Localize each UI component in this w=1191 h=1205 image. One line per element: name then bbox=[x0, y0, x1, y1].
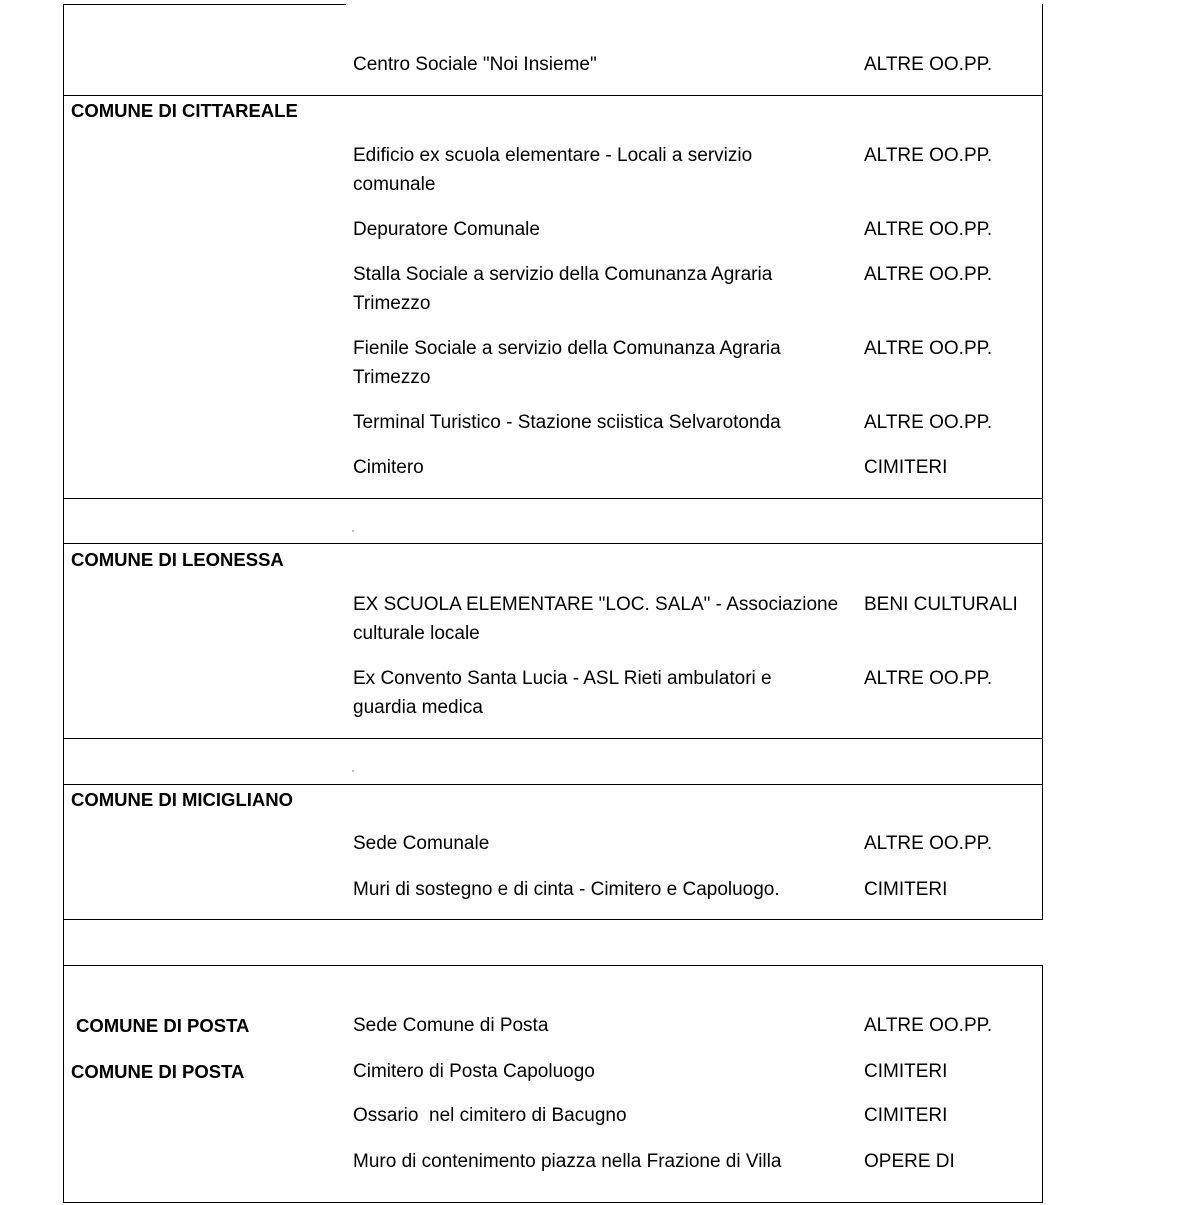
section-header-micigliano: COMUNE DI MICIGLIANO bbox=[71, 789, 293, 810]
row-category: BENI CULTURALI bbox=[864, 594, 1018, 615]
row-description: Sede Comunale bbox=[353, 833, 490, 854]
section-header-leonessa: COMUNE DI LEONESSA bbox=[71, 549, 284, 570]
section-header-posta: COMUNE DI POSTA bbox=[76, 1015, 250, 1036]
row-category: ALTRE OO.PP. bbox=[864, 264, 993, 285]
row-category: ALTRE OO.PP. bbox=[864, 833, 993, 854]
row-description: Edificio ex scuola elementare - Locali a servizio bbox=[353, 145, 753, 166]
rule-6 bbox=[64, 919, 1043, 920]
row-description: Fienile Sociale a servizio della Comunanza Agraria bbox=[353, 338, 781, 359]
row-description: Muro di contenimento piazza nella Frazione di Villa bbox=[353, 1151, 782, 1172]
rule-4 bbox=[64, 738, 1043, 739]
row-description-cont: Trimezzo bbox=[353, 367, 431, 388]
row-description: Cimitero di Posta Capoluogo bbox=[353, 1061, 595, 1082]
row-description: Stalla Sociale a servizio della Comunanza Agraria bbox=[353, 264, 773, 285]
row-category: CIMITERI bbox=[864, 879, 948, 900]
row-category: CIMITERI bbox=[864, 457, 948, 478]
section-header-posta: COMUNE DI POSTA bbox=[71, 1061, 245, 1082]
row-description: Depuratore Comunale bbox=[353, 219, 540, 240]
rule-3 bbox=[64, 543, 1043, 544]
row-category: ALTRE OO.PP. bbox=[864, 1015, 993, 1036]
row-description: EX SCUOLA ELEMENTARE "LOC. SALA" - Associazione bbox=[353, 594, 839, 615]
row-description-cont: culturale locale bbox=[353, 623, 480, 644]
row-category: ALTRE OO.PP. bbox=[864, 219, 993, 240]
row-description: Terminal Turistico - Stazione sciistica Selvarotonda bbox=[353, 412, 781, 433]
row-description: Sede Comune di Posta bbox=[353, 1015, 549, 1036]
border-right-upper bbox=[1042, 4, 1043, 920]
row-category: CIMITERI bbox=[864, 1105, 948, 1126]
row-description-cont: Trimezzo bbox=[353, 293, 431, 314]
border-left bbox=[63, 4, 64, 1203]
border-right-lower bbox=[1042, 966, 1043, 1203]
row-category: OPERE DI bbox=[864, 1151, 955, 1172]
row-category: CIMITERI bbox=[864, 1061, 948, 1082]
section-header-cittareale: COMUNE DI CITTAREALE bbox=[71, 100, 298, 121]
row-category: ALTRE OO.PP. bbox=[864, 145, 993, 166]
row-description: Cimitero bbox=[353, 457, 424, 478]
row-description: Muri di sostegno e di cinta - Cimitero e Capoluogo. bbox=[353, 879, 780, 900]
blank-row-mark bbox=[352, 770, 354, 772]
row-category: ALTRE OO.PP. bbox=[864, 54, 993, 75]
row-description-cont: guardia medica bbox=[353, 697, 483, 718]
blank-row-mark bbox=[352, 530, 354, 532]
rule-bottom bbox=[64, 1202, 1043, 1203]
rule-top-left bbox=[64, 4, 346, 5]
row-category: ALTRE OO.PP. bbox=[864, 668, 993, 689]
rule-2 bbox=[64, 498, 1043, 499]
row-description: Centro Sociale "Noi Insieme" bbox=[353, 54, 597, 75]
row-category: ALTRE OO.PP. bbox=[864, 412, 993, 433]
rule-7 bbox=[64, 965, 1043, 966]
row-description: Ossario nel cimitero di Bacugno bbox=[353, 1105, 627, 1126]
row-category: ALTRE OO.PP. bbox=[864, 338, 993, 359]
row-description: Ex Convento Santa Lucia - ASL Rieti ambulatori e bbox=[353, 668, 772, 689]
row-description-cont: comunale bbox=[353, 174, 436, 195]
